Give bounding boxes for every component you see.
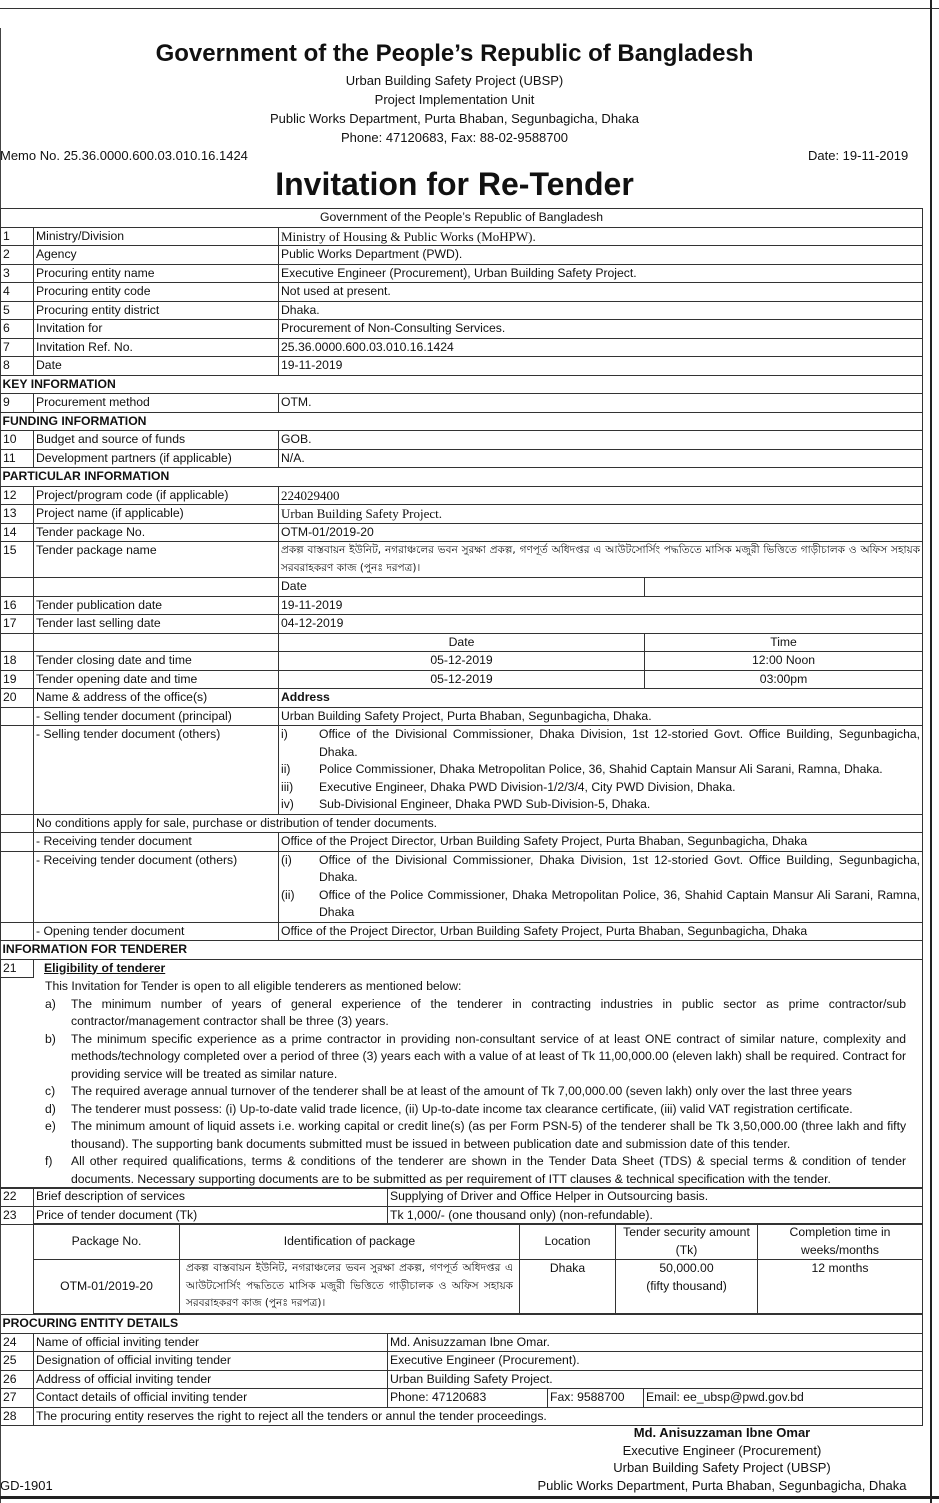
row-value: GOB.: [279, 431, 923, 450]
package-no-header: Package No.: [34, 1224, 180, 1260]
signatory-project: Urban Building Safety Project (UBSP): [613, 1460, 831, 1475]
table-row: [1, 301, 923, 320]
row-label: - Receiving tender document (others): [34, 851, 279, 922]
table-row: [1, 357, 923, 376]
row-value: 224029400: [279, 486, 923, 505]
table-row: [1, 264, 923, 283]
table-row: [1, 670, 923, 689]
row-label: Tender publication date: [34, 596, 279, 615]
list-marker: a): [45, 996, 56, 1011]
row-value: 04-12-2019: [279, 615, 923, 634]
phone-line: Phone: 47120683, Fax: 88-02-9588700: [341, 130, 568, 145]
row-number: 3: [1, 264, 34, 283]
tender-package-name-bangla: প্রকল্প বাস্তবায়ন ইউনিট, নগরাঞ্চলের ভবন সুরক্ষা প্রকল্প, গণপূর্ত অধিদপ্তর এ আউটসোর্সিং পদ্ধতিতে মাসিক মজুরী ভিত্তিতে গাড়ীচালক ও অফিস সহায়ক সরবরাহকরণ কাজ (পুনঃ দরপত্র)।: [279, 542, 923, 578]
row-label: Tender package name: [34, 542, 279, 578]
table-caption: Government of the People’s Republic of Bangladesh: [1, 209, 923, 228]
row-number: 6: [1, 320, 34, 339]
list-item: [281, 796, 920, 814]
table-row: [1, 1333, 923, 1352]
row-number: 14: [1, 523, 34, 542]
row-value: Office of the Project Director, Urban Building Safety Project, Purta Bhaban, Segunbagicha, Dhaka: [279, 922, 923, 941]
row-number: 1: [1, 227, 34, 246]
table-row: [1, 505, 923, 524]
list-marker: (ii): [281, 887, 295, 902]
eligibility-heading: Eligibility of tenderer: [44, 960, 166, 975]
list-item: [15, 1101, 906, 1119]
bottom-rule: [0, 1496, 939, 1499]
row-value: OTM-01/2019-20: [279, 523, 923, 542]
list-text: Police Commissioner, Dhaka Metropolitan Police, 36, Shahid Captain Mansur Ali Sarani, Ramna, Dhaka.: [319, 762, 883, 776]
tender-table-main: [0, 208, 923, 1189]
row-label: Tender last selling date: [34, 615, 279, 634]
identification-header: Identification of package: [180, 1224, 520, 1260]
table-row: [1, 1389, 923, 1408]
list-marker: e): [45, 1119, 56, 1133]
table-row: [1, 338, 923, 357]
row-label: Development partners (if applicable): [34, 449, 279, 468]
top-rule: [0, 8, 939, 9]
row-value: Md. Anisuzzaman Ibne Omar.: [388, 1333, 923, 1352]
address-header: Address: [279, 689, 923, 708]
security-amount: 50,000.00: [659, 1261, 714, 1275]
page-title: Invitation for Re-Tender: [275, 166, 634, 202]
section-information-for-tenderer: INFORMATION FOR TENDERER: [1, 941, 923, 960]
list-item: [281, 887, 920, 922]
list-marker: i): [281, 727, 288, 741]
row-number: 11: [1, 449, 34, 468]
list-item: [15, 1083, 906, 1101]
row-label: Contact details of official inviting tender: [34, 1389, 388, 1408]
row-number: 8: [1, 357, 34, 376]
row-label: Procuring entity code: [34, 283, 279, 302]
section-heading-row: [1, 412, 923, 431]
row-number: 15: [1, 542, 34, 578]
row-number: 23: [1, 1206, 34, 1225]
row-label: - Selling tender document (principal): [34, 707, 279, 726]
row-label: Price of tender document (Tk): [34, 1206, 388, 1225]
list-text: Sub-Divisional Engineer, Dhaka PWD Sub-Division-5, Dhaka.: [319, 797, 651, 811]
row-number: 27: [1, 1389, 34, 1408]
row-number: 19: [1, 670, 34, 689]
memo-number: Memo No. 25.36.0000.600.03.010.16.1424: [0, 148, 248, 163]
row-number: 9: [1, 394, 34, 413]
contact-fax: Fax: 9588700: [548, 1389, 644, 1408]
row-label: - Selling tender document (others): [34, 726, 279, 815]
list-marker: f): [45, 1154, 53, 1168]
row-value: Procurement of Non-Consulting Services.: [279, 320, 923, 339]
table-row: [1, 726, 923, 815]
section-key-information: KEY INFORMATION: [1, 375, 923, 394]
table-row: [1, 707, 923, 726]
table-row: [1, 633, 923, 652]
list-item: [15, 1031, 906, 1084]
table-row: [1, 851, 923, 922]
list-item: [281, 761, 920, 779]
list-item: [281, 852, 920, 887]
list-marker: (i): [281, 852, 292, 867]
closing-time-header: Time: [645, 633, 923, 652]
footer-code: GD-1901: [0, 1478, 53, 1493]
row-value: Urban Building Safety Project, Purta Bhaban, Segunbagicha, Dhaka.: [279, 707, 923, 726]
row-number: 22: [1, 1188, 34, 1207]
row-label: Procurement method: [34, 394, 279, 413]
selling-others-list: [279, 726, 923, 815]
row-value: Dhaka.: [279, 301, 923, 320]
row-number: 18: [1, 652, 34, 671]
project-line: Urban Building Safety Project (UBSP): [345, 73, 564, 88]
list-marker: b): [45, 1031, 56, 1046]
row-value: Supplying of Driver and Office Helper in Outsourcing basis.: [388, 1188, 923, 1207]
table-row: [1, 1206, 923, 1225]
package-location: Dhaka: [520, 1260, 616, 1314]
closing-date: 05-12-2019: [279, 652, 645, 671]
row-label: Tender package No.: [34, 523, 279, 542]
list-item: [281, 779, 920, 797]
list-marker: iv): [281, 797, 294, 811]
list-text: Office of the Divisional Commissioner, Dhaka Division, 1st 12-storied Govt. Office Building, Segunbagicha, Dhaka.: [319, 852, 921, 884]
row-value: Executive Engineer (Procurement), Urban Building Safety Project.: [279, 264, 923, 283]
table-caption-row: [1, 209, 923, 228]
table-row: [1, 394, 923, 413]
row-label: Address of official inviting tender: [34, 1370, 388, 1389]
row-label: Tender opening date and time: [34, 670, 279, 689]
row-value: Not used at present.: [279, 283, 923, 302]
row-number: 16: [1, 596, 34, 615]
row-value: 19-11-2019: [279, 596, 923, 615]
list-text: Office of the Divisional Commissioner, Dhaka Division, 1st 12-storied Govt. Office Building, Segunbagicha, Dhaka.: [319, 727, 921, 759]
row-label: Invitation Ref. No.: [34, 338, 279, 357]
section-heading-row: [1, 941, 923, 960]
no-conditions-note: No conditions apply for sale, purchase or distribution of tender documents.: [34, 814, 923, 833]
row-label: Project name (if applicable): [34, 505, 279, 524]
table-row: [1, 922, 923, 941]
section-heading-row: [1, 468, 923, 487]
section-particular-information: PARTICULAR INFORMATION: [1, 468, 923, 487]
receiving-others-list: [279, 851, 923, 922]
section-heading-row: [1, 1315, 923, 1334]
department-line: Public Works Department, Purta Bhaban, Segunbagicha, Dhaka: [269, 111, 640, 126]
row-number: 7: [1, 338, 34, 357]
list-text: The minimum specific experience as a prime contractor in providing non-consultant service of at least ONE contract of similar nature, complexity and methods/technology completed over a period of three (3) years each with a value of at least of Tk 11,00,000.00 (eleven lakh) shall be required. Contract for providing service will be treated as similar nature.: [71, 1031, 907, 1081]
section-funding-information: FUNDING INFORMATION: [1, 412, 923, 431]
package-table: [33, 1223, 923, 1314]
section-heading-row: [1, 375, 923, 394]
table-row: [1, 283, 923, 302]
table-row: [1, 227, 923, 246]
package-security: [616, 1260, 758, 1314]
table-row: [1, 431, 923, 450]
table-row: [1, 652, 923, 671]
row-number: 12: [1, 486, 34, 505]
package-row: [34, 1260, 923, 1314]
closing-time: 12:00 Noon: [645, 652, 923, 671]
package-no: OTM-01/2019-20: [34, 1260, 180, 1314]
table-row: [1, 978, 923, 1189]
row-number: 28: [1, 1407, 34, 1426]
row-label: Date: [34, 357, 279, 376]
opening-time: 03:00pm: [645, 670, 923, 689]
row-label: Procuring entity name: [34, 264, 279, 283]
date-header: Date: [279, 578, 645, 597]
row-number: 26: [1, 1370, 34, 1389]
unit-line: Project Implementation Unit: [374, 92, 535, 107]
memo-date: Date: 19-11-2019: [808, 148, 909, 163]
location-header: Location: [520, 1224, 616, 1260]
table-row: [1, 523, 923, 542]
row-label: - Opening tender document: [34, 922, 279, 941]
table-row: [1, 596, 923, 615]
row-value: OTM.: [279, 394, 923, 413]
row-label: Name of official inviting tender: [34, 1333, 388, 1352]
row-number: 13: [1, 505, 34, 524]
list-item: [15, 1118, 906, 1153]
table-row: [1, 1407, 923, 1426]
procuring-entity-table: [0, 1314, 923, 1426]
table-row: [1, 959, 923, 978]
signatory-designation: Executive Engineer (Procurement): [622, 1442, 822, 1458]
reserve-right-note: The procuring entity reserves the right to reject all the tenders or annul the tender proceedings.: [34, 1407, 923, 1426]
row-label: Invitation for: [34, 320, 279, 339]
row-value: Office of the Project Director, Urban Building Safety Project, Purta Bhaban, Segunbagicha, Dhaka: [279, 833, 923, 852]
table-row: [1, 1188, 923, 1207]
row-value: Public Works Department (PWD).: [279, 246, 923, 265]
security-words: (fifty thousand): [646, 1278, 727, 1293]
list-text: The minimum number of years of general experience of the tenderer in contracting industries in public sector as prime contractor/sub contractor/management contractor shall be three (3) years.: [71, 996, 907, 1028]
row-number: 5: [1, 301, 34, 320]
eligibility-intro: This Invitation for Tender is open to all eligible tenderers as mentioned below:: [45, 979, 462, 993]
closing-date-header: Date: [279, 633, 645, 652]
row-label: Agency: [34, 246, 279, 265]
table-row: [1, 814, 923, 833]
row-label: Tender closing date and time: [34, 652, 279, 671]
signatory-name: Md. Anisuzzaman Ibne Omar: [633, 1425, 811, 1440]
eligibility-list: [3, 978, 920, 1188]
row-number: 2: [1, 246, 34, 265]
row-label: Project/program code (if applicable): [34, 486, 279, 505]
list-item: [281, 726, 920, 761]
list-text: Office of the Police Commissioner, Dhaka Metropolitan Police, 36, Shahid Captain Mansur Ali Sarani, Ramna, Dhaka: [319, 887, 921, 919]
contact-phone: Phone: 47120683: [388, 1389, 548, 1408]
list-text: Executive Engineer, Dhaka PWD Division-1/2/3/4, City PWD Division, Dhaka.: [319, 779, 736, 794]
eligibility-body: [1, 978, 923, 1189]
list-marker: iii): [281, 779, 294, 794]
table-row: [1, 615, 923, 634]
row-number: 17: [1, 615, 34, 634]
table-row: [1, 689, 923, 708]
row-value: N/A.: [279, 449, 923, 468]
list-item: [15, 1153, 906, 1188]
table-row: [1, 833, 923, 852]
row-number: 25: [1, 1352, 34, 1371]
row-number: 20: [1, 689, 34, 708]
list-text: All other required qualifications, terms & conditions of the tenderer are shown in the Tender Data Sheet (TDS) & special terms & condition of tender documents. Necessary supporting documents are to be submitted as per requirement of ITT clauses & technical specification with the tender.: [71, 1154, 907, 1186]
table-row: [1, 246, 923, 265]
completion-header: Completion time in weeks/months: [758, 1224, 923, 1260]
row-label: Procuring entity district: [34, 301, 279, 320]
row-label: Budget and source of funds: [34, 431, 279, 450]
opening-date: 05-12-2019: [279, 670, 645, 689]
list-text: The required average annual turnover of the tenderer shall be at least of the amount of Tk 7,00,000.00 (seven lakh) only over the last three years: [71, 1084, 852, 1098]
row-value: Urban Building Safety Project.: [388, 1370, 923, 1389]
table-row: [1, 542, 923, 578]
row-value: 19-11-2019: [279, 357, 923, 376]
signature-block: [520, 1424, 924, 1494]
package-identification-bangla: প্রকল্প বাস্তবায়ন ইউনিট, নগরাঞ্চলের ভবন সুরক্ষা প্রকল্প, গণপূর্ত অধিদপ্তর এ আউটসোর্সিং পদ্ধতিতে মাসিক মজুরী ভিত্তিতে গাড়ীচালক ও অফিস সহায়ক সরবরাহকরণ কাজ (পুনঃ দরপত্র)।: [180, 1260, 520, 1314]
table-row: [1, 1352, 923, 1371]
section-procuring-entity: PROCURING ENTITY DETAILS: [1, 1315, 923, 1334]
row-value: Executive Engineer (Procurement).: [388, 1352, 923, 1371]
list-item: [15, 996, 906, 1031]
government-heading: Government of the People’s Republic of Bangladesh: [155, 40, 754, 67]
tender-table-details: [0, 1187, 923, 1225]
row-value: Tk 1,000/- (one thousand only) (non-refundable).: [388, 1206, 923, 1225]
row-label: Ministry/Division: [34, 227, 279, 246]
table-row: [1, 486, 923, 505]
table-row: [1, 1370, 923, 1389]
list-marker: c): [45, 1084, 56, 1098]
list-marker: ii): [281, 762, 291, 776]
row-label: - Receiving tender document: [34, 833, 279, 852]
contact-email[interactable]: Email: ee_ubsp@pwd.gov.bd: [644, 1389, 923, 1408]
list-text: The minimum amount of liquid assets i.e. working capital or credit line(s) (as per Form PSN-5) of the tenderer shall be Tk 3,50,000.00 (three lakh and fifty thousand). The supporting bank documents submitted must be issued in between publication date and submission date of this tender.: [71, 1119, 907, 1151]
row-number: 10: [1, 431, 34, 450]
row-label: Name & address of the office(s): [34, 689, 279, 708]
row-value: Urban Building Safety Project.: [279, 505, 923, 524]
row-value: 25.36.0000.600.03.010.16.1424: [279, 338, 923, 357]
table-row: [1, 578, 923, 597]
right-rule: [930, 0, 932, 1503]
package-header-row: [34, 1224, 923, 1260]
row-label: Brief description of services: [34, 1188, 388, 1207]
list-text: The tenderer must possess: (i) Up-to-date valid trade licence, (ii) Up-to-date income tax clearance certificate, (iii) valid VAT registration certificate.: [71, 1101, 853, 1116]
security-header: Tender security amount (Tk): [616, 1224, 758, 1260]
row-value: Ministry of Housing & Public Works (MoHPW).: [279, 227, 923, 246]
eligibility-title: [34, 959, 923, 978]
row-number: 24: [1, 1333, 34, 1352]
row-label: Designation of official inviting tender: [34, 1352, 388, 1371]
package-completion: 12 months: [758, 1260, 923, 1314]
signatory-address: Public Works Department, Purta Bhaban, Segunbagicha, Dhaka: [537, 1477, 907, 1493]
table-row: [1, 449, 923, 468]
list-marker: d): [45, 1101, 56, 1116]
table-row: [1, 320, 923, 339]
row-number: 4: [1, 283, 34, 302]
row-number: 21: [1, 959, 34, 978]
